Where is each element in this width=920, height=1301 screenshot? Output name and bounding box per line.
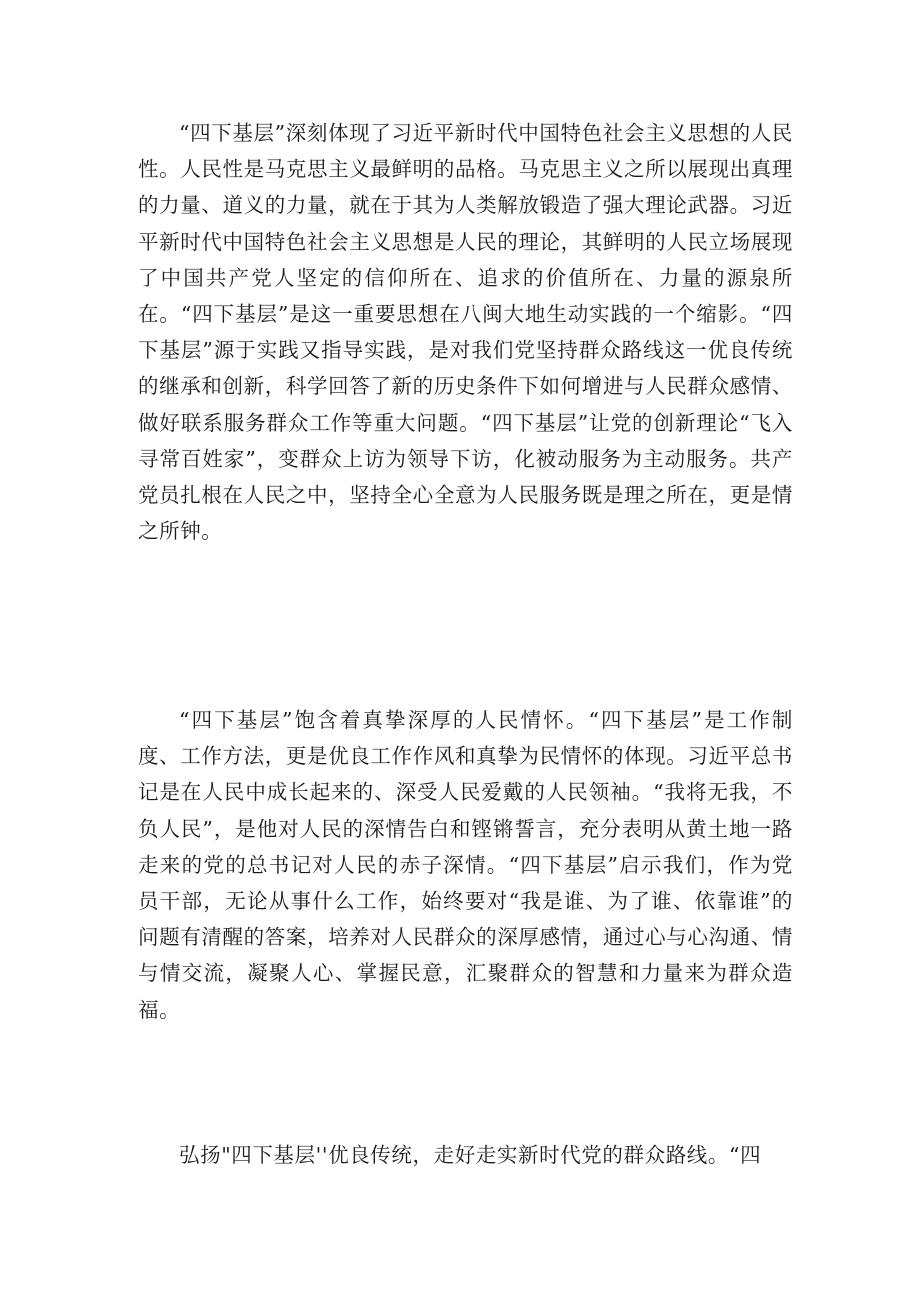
paragraph-3: 弘扬"四下基层''优良传统，走好走实新时代党的群众路线。“四 xyxy=(179,1143,762,1167)
paragraph-1: “四下基层”深刻体现了习近平新时代中国特色社会主义思想的人民性。人民性是马克思主义最鲜明的品格。马克思主义之所以展现出真理的力量、道义的力量，就在于其为人类解放锻造了强大理论武器。习近平新时代中国特色社会主义思想是人民的理论，其鲜明的人民立场展现了中国共产党人坚定的信仰所在、追求的价值所在、力量的源泉所在。“四下基层”是这一重要思想在八闽大地生动实践的一个缩影。“四下基层”源于实践又指导实践，是对我们党坚持群众路线这一优良传统的继承和创新，科学回答了新的历史条件下如何增进与人民群众感情、做好联系服务群众工作等重大问题。“四下基层”让党的创新理论“飞入寻常百姓家”，变群众上访为领导下访，化被动服务为主动服务。共产党员扎根在人民之中，坚持全心全意为人民服务既是理之所在，更是情之所钟。 xyxy=(138,121,793,544)
paragraph-2: “四下基层”饱含着真挚深厚的人民情怀。“四下基层”是工作制度、工作方法，更是优良工作作风和真挚为民情怀的体现。习近平总书记是在人民中成长起来的、深受人民爱戴的人民领袖。“我将无我，不负人民”，是他对人民的深情告白和铿锵誓言，充分表明从黄土地一路走来的党的总书记对人民的赤子深情。“四下基层”启示我们，作为党员干部，无论从事什么工作，始终要对“我是谁、为了谁、依靠谁”的问题有清醒的答案，培养对人民群众的深厚感情，通过心与心沟通、情与情交流，凝聚人心、掌握民意，汇聚群众的智慧和力量来为群众造福。 xyxy=(138,708,793,1022)
